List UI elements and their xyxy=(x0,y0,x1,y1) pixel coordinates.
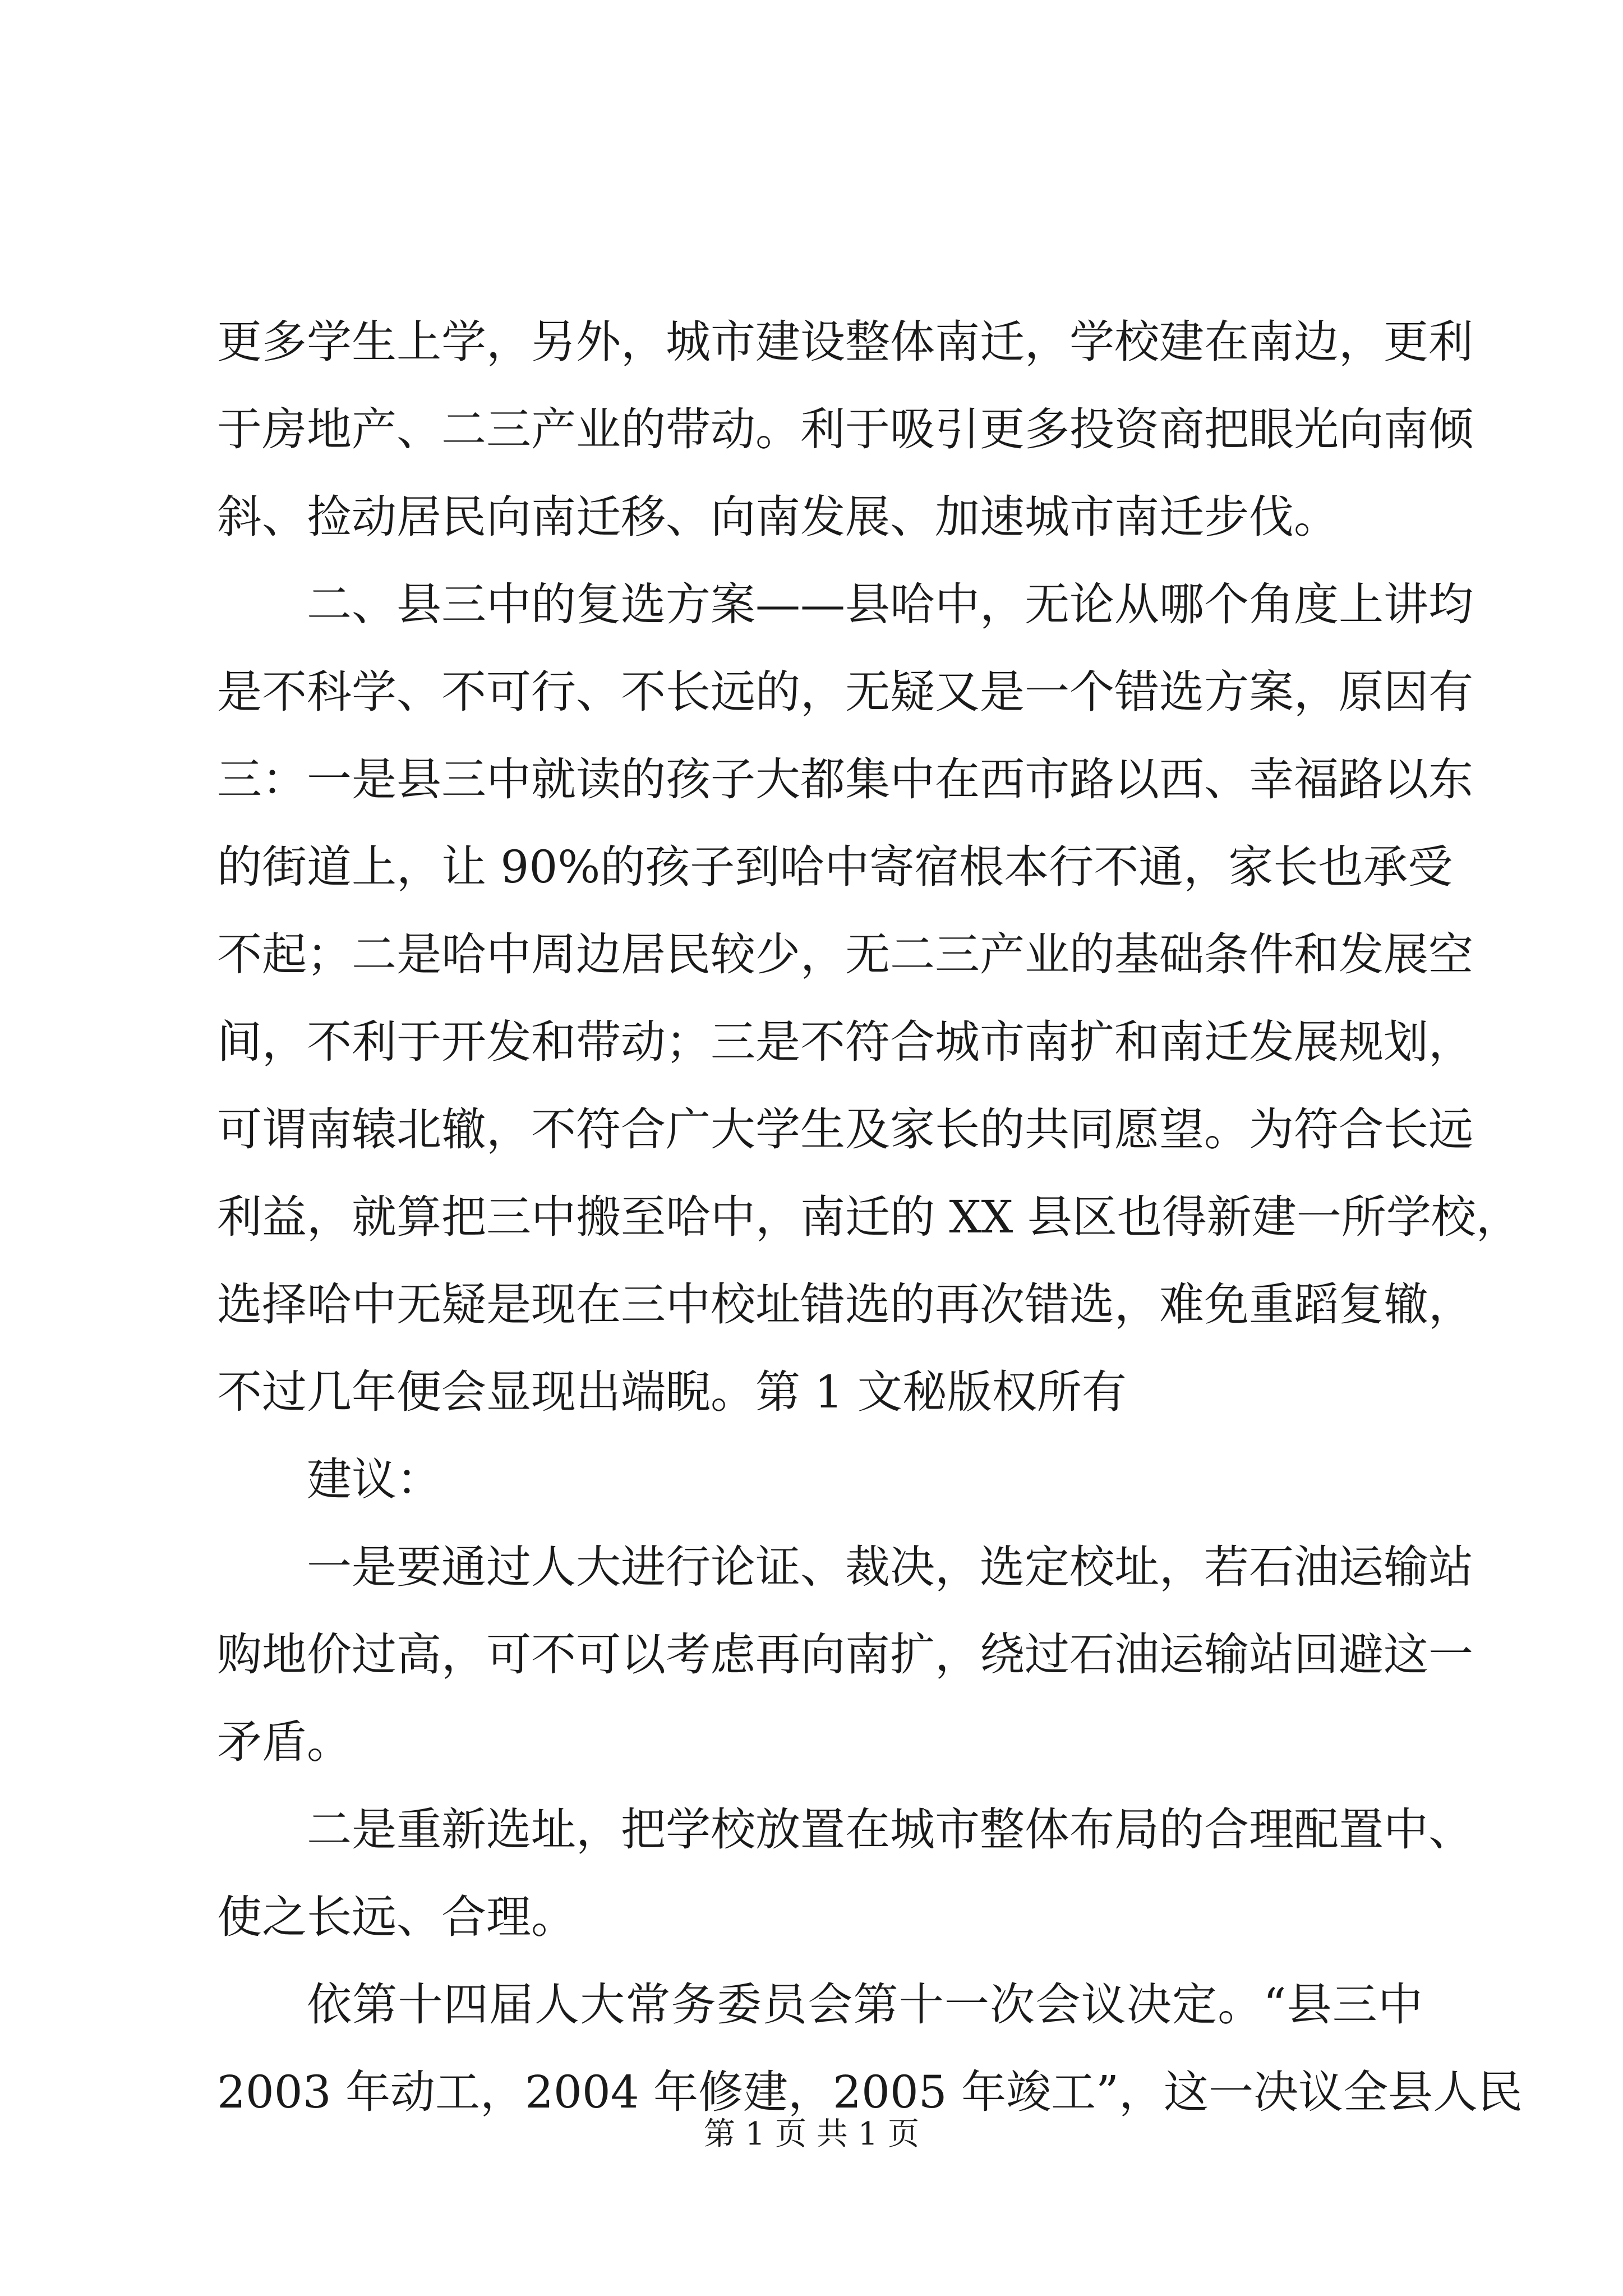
text-line: 建议： xyxy=(307,1453,441,1506)
text-line: 使之长远、合理。 xyxy=(217,1891,576,1943)
text-line: 可谓南辕北辙，不符合广大学生及家长的共同愿望。为符合长远 xyxy=(217,1103,1473,1156)
text-line: 依第十四届人大常务委员会第十一次会议决定。“县三中 xyxy=(307,1978,1423,2031)
text-line: 更多学生上学，另外，城市建设整体南迁，学校建在南边，更利 xyxy=(217,316,1473,368)
text-line: 二是重新选址，把学校放置在城市整体布局的合理配置中、 xyxy=(307,1803,1473,1856)
text-line: 一是要通过人大进行论证、裁决，选定校址，若石油运输站 xyxy=(307,1541,1473,1593)
page-footer xyxy=(0,2115,1623,2154)
text-line: 于房地产、二三产业的带动。利于吸引更多投资商把眼光向南倾 xyxy=(217,403,1473,455)
text-line: 购地价过高，可不可以考虑再向南扩，绕过石油运输站回避这一 xyxy=(217,1628,1473,1681)
text-line: 二、县三中的复选方案——县哈中，无论从哪个角度上讲均 xyxy=(307,578,1473,631)
text-line: 三：一是县三中就读的孩子大都集中在西市路以西、幸福路以东 xyxy=(217,753,1473,806)
text-line: 选择哈中无疑是现在三中校址错选的再次错选，难免重蹈复辙， xyxy=(217,1278,1473,1331)
text-line: 斜、捡动居民向南迁移、向南发展、加速城市南迁步伐。 xyxy=(217,491,1339,543)
page-number: 第 1 页 共 1 页 xyxy=(703,2116,920,2152)
text-line: 不起；二是哈中周边居民较少，无二三产业的基础条件和发展空 xyxy=(217,928,1473,981)
text-line: 的街道上，让 90%的孩子到哈中寄宿根本行不通，家长也承受 xyxy=(217,841,1453,893)
text-line: 矛盾。 xyxy=(217,1716,352,1768)
text-line: 利益，就算把三中搬至哈中，南迁的 XX 县区也得新建一所学校， xyxy=(217,1191,1521,1243)
text-line: 不过几年便会显现出端睨。第 1 文秘版权所有 xyxy=(217,1366,1127,1418)
document-body xyxy=(217,298,1523,2136)
text-line: 是不科学、不可行、不长远的，无疑又是一个错选方案，原因有 xyxy=(217,666,1473,718)
text-line: 间，不利于开发和带动；三是不符合城市南扩和南迁发展规划， xyxy=(217,1016,1473,1068)
text-line: 2003 年动工，2004 年修建，2005 年竣工”，这一决议全县人民 xyxy=(217,2066,1523,2118)
